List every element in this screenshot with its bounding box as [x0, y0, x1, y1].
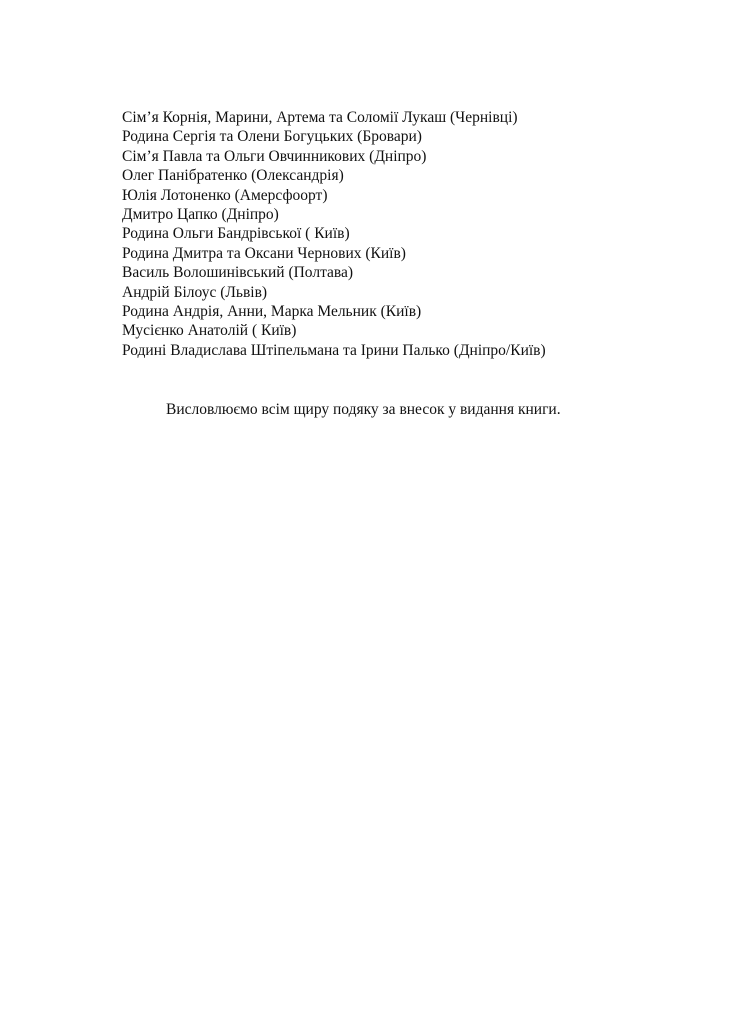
donor-entry: Мусієнко Анатолій ( Київ) [122, 322, 297, 340]
donor-list [122, 108, 702, 360]
donor-entry: Родина Андрія, Анни, Марка Мельник (Київ) [122, 303, 422, 321]
donor-entry: Родина Ольги Бандрівської ( Київ) [122, 225, 350, 243]
donor-entry: Родина Дмитра та Оксани Чернових (Київ) [122, 244, 406, 262]
donor-entry: Сім’я Павла та Ольги Овчинникових (Дніпро) [122, 147, 427, 165]
donor-entry: Родині Владислава Штіпельмана та Ірини Палько (Дніпро/Київ) [122, 341, 546, 359]
donor-entry: Дмитро Цапко (Дніпро) [122, 206, 279, 224]
thanks-paragraph: Висловлюємо всім щиру подяку за внесок у видання книги. [166, 401, 561, 418]
donor-entry: Олег Панібратенко (Олександрія) [122, 167, 344, 185]
donor-entry: Родина Сергія та Олени Богуцьких (Бровари) [122, 128, 422, 146]
donor-entry: Сім’я Корнія, Марини, Артема та Соломії Лукаш (Чернівці) [122, 109, 518, 126]
donor-entry: Андрій Білоус (Львів) [122, 283, 268, 301]
donor-entry: Василь Волошинівський (Полтава) [122, 264, 354, 282]
donor-entry: Юлія Лотоненко (Амерсфоорт) [122, 186, 328, 204]
